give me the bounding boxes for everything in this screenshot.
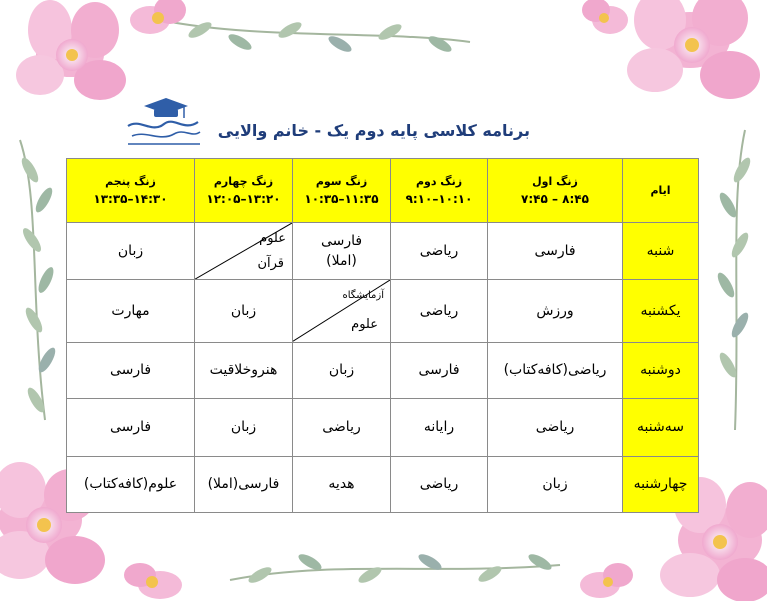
- class-cell: ورزش: [488, 280, 623, 342]
- class-subject-bottom: علوم: [351, 316, 378, 332]
- bell-name: زنگ چهارم: [213, 175, 274, 189]
- class-cell: فارسی: [67, 342, 195, 398]
- bell-time: ۱۲:۰۵–۱۳:۲۰: [206, 192, 281, 207]
- class-cell: ریاضی: [293, 398, 391, 456]
- bell-header-3: [293, 159, 391, 223]
- class-cell: فارسی: [391, 342, 488, 398]
- bell-name: زنگ اول: [532, 175, 578, 189]
- bell-header-5: [67, 159, 195, 223]
- class-cell: زبان: [195, 280, 293, 342]
- school-logo: [122, 92, 204, 148]
- class-cell: فارسی(املا): [195, 456, 293, 512]
- flower-top-left: [16, 0, 126, 100]
- table-row: [67, 342, 699, 398]
- table-row: [67, 456, 699, 512]
- table-row: [67, 280, 699, 342]
- day-column-header: ایام: [623, 159, 699, 223]
- flower-bottom-left-small: [124, 563, 182, 599]
- class-cell: ریاضی: [391, 456, 488, 512]
- day-cell: شنبه: [623, 223, 699, 280]
- class-cell: ریاضی(کافه‌کتاب): [488, 342, 623, 398]
- class-cell: زبان: [195, 398, 293, 456]
- split-class-cell: [293, 280, 391, 342]
- flower-top-right: [627, 0, 760, 99]
- class-subject: فارسی: [320, 233, 363, 250]
- class-cell: ریاضی: [391, 280, 488, 342]
- class-cell: هدیه: [293, 456, 391, 512]
- day-cell: یکشنبه: [623, 280, 699, 342]
- flower-top-right-small: [582, 0, 628, 34]
- bell-name: زنگ دوم: [415, 175, 463, 189]
- class-cell: زبان: [67, 223, 195, 280]
- class-cell: ریاضی: [488, 398, 623, 456]
- flower-bottom-right-small: [580, 563, 633, 598]
- class-cell: هنروخلاقیت: [195, 342, 293, 398]
- bell-name: زنگ سوم: [315, 175, 368, 189]
- bell-header-1: [488, 159, 623, 223]
- split-class-cell: [195, 223, 293, 280]
- bell-time: ۱۰:۳۵–۱۱:۳۵: [304, 192, 379, 207]
- table-row: [67, 223, 699, 280]
- class-cell: رایانه: [391, 398, 488, 456]
- class-subject-top: علوم: [259, 231, 286, 247]
- class-cell: زبان: [488, 456, 623, 512]
- class-cell: ریاضی: [391, 223, 488, 280]
- class-cell: مهارت: [67, 280, 195, 342]
- class-subject-top: آزمایشگاه: [342, 290, 384, 302]
- bell-header-2: [391, 159, 488, 223]
- bell-time: ۹:۱۰–۱۰:۱۰: [405, 192, 473, 207]
- table-row: [67, 398, 699, 456]
- bell-time: ۷:۴۵ – ۸:۴۵: [521, 192, 589, 207]
- day-cell: چهارشنبه: [623, 456, 699, 512]
- class-cell: [293, 223, 391, 280]
- day-cell: دوشنبه: [623, 342, 699, 398]
- table-header-row: [67, 159, 699, 223]
- class-cell: فارسی: [67, 398, 195, 456]
- class-cell: زبان: [293, 342, 391, 398]
- day-cell: سه‌شنبه: [623, 398, 699, 456]
- class-subject-note: (املا): [326, 253, 357, 270]
- flower-top-left-small: [130, 0, 186, 34]
- bell-name: زنگ پنجم: [105, 175, 156, 189]
- class-cell: علوم(کافه‌کتاب): [67, 456, 195, 512]
- bell-time: ۱۳:۳۵–۱۴:۳۰: [93, 192, 168, 207]
- class-schedule-table: [66, 158, 699, 513]
- class-subject-bottom-label: قرآن: [257, 256, 284, 272]
- class-cell: فارسی: [488, 223, 623, 280]
- page-title: برنامه کلاسی پایه دوم یک - خانم والایی: [217, 121, 530, 140]
- bell-header-4: [195, 159, 293, 223]
